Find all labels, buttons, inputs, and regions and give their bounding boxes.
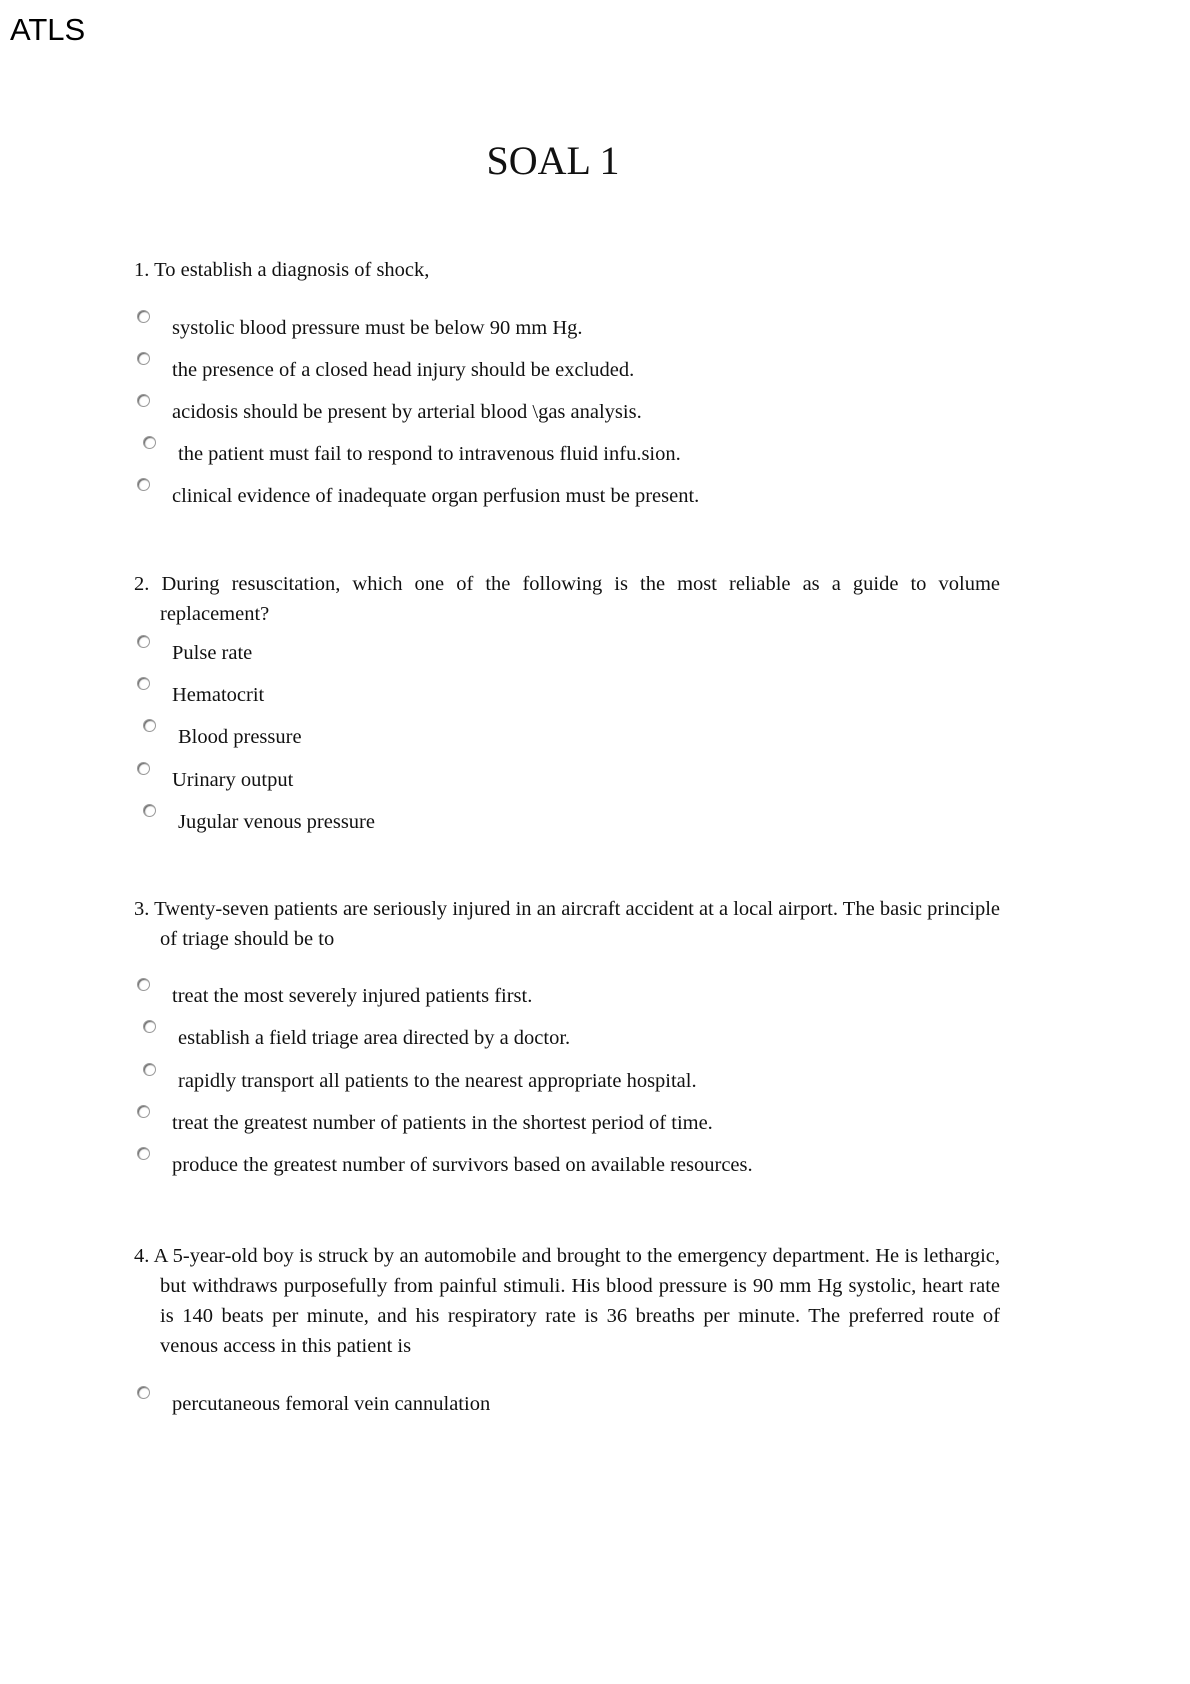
question-text: 3. Twenty-seven patients are seriously injured in an aircraft accident at a local airport. The basic principle of triage should be to: [134, 898, 1000, 950]
option-label: treat the most severely injured patients first.: [172, 985, 533, 1007]
radio-button[interactable]: [143, 1063, 156, 1076]
option-label: percutaneous femoral vein cannulation: [172, 1393, 491, 1415]
option-label: produce the greatest number of survivors based on available resources.: [172, 1154, 753, 1176]
header-label: ATLS: [10, 12, 86, 47]
option-label: clinical evidence of inadequate organ perfusion must be present.: [172, 485, 700, 507]
radio-button[interactable]: [137, 1105, 150, 1118]
radio-button[interactable]: [143, 804, 156, 817]
option-label: acidosis should be present by arterial blood \gas analysis.: [172, 401, 642, 423]
option-label: the presence of a closed head injury should be excluded.: [172, 359, 635, 381]
radio-button[interactable]: [137, 762, 150, 775]
option-label: rapidly transport all patients to the nearest appropriate hospital.: [178, 1070, 697, 1092]
radio-button[interactable]: [137, 1147, 150, 1160]
option-label: Urinary output: [172, 769, 294, 791]
question-text: 2. During resuscitation, which one of the following is the most reliable as a guide to volume replacement?: [134, 573, 1000, 625]
radio-button[interactable]: [137, 677, 150, 690]
radio-button[interactable]: [143, 436, 156, 449]
radio-button[interactable]: [137, 394, 150, 407]
question-text: 4. A 5-year-old boy is struck by an automobile and brought to the emergency department. He is lethargic, but withdraws purposefully from painful stimuli. His blood pressure is 90 mm Hg systolic, heart rate is 140 beats per minute, and his respiratory rate is 36 breaths per minute. The preferred route of venous access in this patient is: [134, 1245, 1000, 1357]
radio-button[interactable]: [137, 1386, 150, 1399]
radio-button[interactable]: [137, 978, 150, 991]
option-label: the patient must fail to respond to intravenous fluid infu.sion.: [178, 443, 681, 465]
page-title: SOAL 1: [486, 138, 620, 183]
radio-button[interactable]: [143, 719, 156, 732]
option-label: Hematocrit: [172, 684, 265, 706]
option-label: systolic blood pressure must be below 90 mm Hg.: [172, 317, 583, 339]
option-label: Jugular venous pressure: [178, 811, 375, 833]
radio-button[interactable]: [137, 635, 150, 648]
radio-button[interactable]: [137, 310, 150, 323]
radio-button[interactable]: [137, 478, 150, 491]
radio-button[interactable]: [143, 1020, 156, 1033]
option-label: establish a field triage area directed by a doctor.: [178, 1027, 571, 1049]
option-label: Pulse rate: [172, 642, 253, 664]
option-label: treat the greatest number of patients in the shortest period of time.: [172, 1112, 713, 1134]
option-label: Blood pressure: [178, 726, 302, 748]
radio-button[interactable]: [137, 352, 150, 365]
question-text: 1. To establish a diagnosis of shock,: [134, 259, 430, 281]
